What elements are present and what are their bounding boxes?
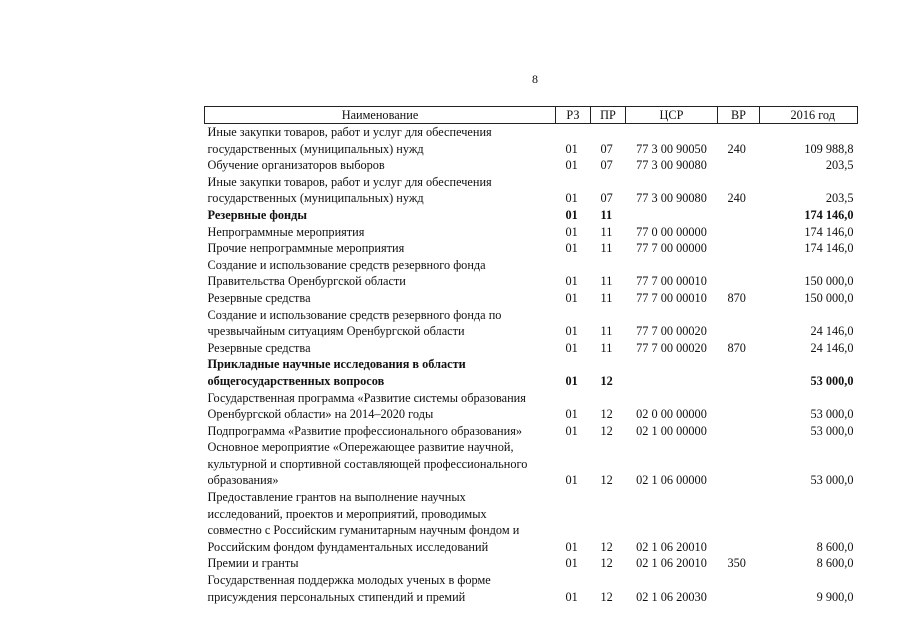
cell-csr: 02 1 06 20010 — [636, 539, 707, 554]
cell-pr: 11 — [600, 207, 613, 222]
name-line: государственных (муниципальных) нужд — [207, 141, 424, 156]
table-row — [205, 356, 858, 389]
name-line: чрезвычайным ситуациям Оренбургской области — [207, 324, 465, 339]
cell-name — [205, 224, 556, 241]
cell-rz: 01 — [565, 324, 578, 339]
table-row — [205, 257, 858, 290]
cell-vr — [718, 207, 760, 224]
cell-vr: 240 — [727, 191, 746, 206]
cell-csr: 77 3 00 90050 — [636, 141, 707, 156]
name-line: Российским фондом фундаментальных исследований — [207, 539, 489, 554]
cell-csr: 77 7 00 00020 — [636, 324, 707, 339]
cell-vr: 870 — [727, 290, 746, 305]
cell-csr: 77 7 00 00010 — [636, 290, 707, 305]
name-line: образования» — [207, 473, 279, 488]
cell-csr: 77 7 00 00000 — [636, 241, 707, 256]
cell-pr: 12 — [600, 556, 613, 571]
name-line: Резервные фонды — [207, 207, 307, 222]
cell-name — [205, 240, 556, 257]
table-row — [205, 124, 858, 158]
cell-sum: 174 146,0 — [804, 241, 854, 256]
cell-rz: 01 — [565, 274, 578, 289]
cell-sum: 150 000,0 — [804, 274, 854, 289]
cell-csr: 77 3 00 90080 — [636, 191, 707, 206]
cell-name — [205, 356, 556, 389]
table-row — [205, 555, 858, 572]
cell-name — [205, 124, 556, 158]
cell-sum: 109 988,8 — [804, 141, 854, 156]
cell-sum: 24 146,0 — [810, 324, 854, 339]
cell-rz: 01 — [565, 224, 578, 239]
cell-sum: 8 600,0 — [816, 539, 854, 554]
name-line: Обучение организаторов выборов — [207, 158, 385, 173]
cell-pr: 11 — [600, 324, 613, 339]
cell-csr: 77 7 00 00020 — [636, 340, 707, 355]
table-row — [205, 572, 858, 605]
header-vr: ВР — [718, 107, 760, 124]
table-row — [205, 489, 858, 555]
name-line: государственных (муниципальных) нужд — [207, 191, 424, 206]
name-line: Премии и гранты — [207, 556, 299, 571]
name-line: общегосударственных вопросов — [207, 373, 385, 388]
name-line: Предоставление грантов на выполнение научных — [207, 490, 466, 505]
cell-vr — [718, 423, 760, 440]
cell-pr: 07 — [600, 141, 613, 156]
cell-sum: 174 146,0 — [804, 207, 854, 222]
cell-pr: 12 — [600, 373, 613, 388]
cell-vr: 350 — [727, 556, 746, 571]
cell-rz: 01 — [565, 207, 578, 222]
cell-vr — [718, 307, 760, 340]
cell-pr: 12 — [600, 423, 613, 438]
cell-name — [205, 257, 556, 290]
cell-name — [205, 489, 556, 555]
cell-pr: 12 — [600, 539, 613, 554]
table-row — [205, 240, 858, 257]
table-row — [205, 157, 858, 174]
cell-rz: 01 — [565, 290, 578, 305]
cell-csr — [626, 207, 718, 224]
cell-rz: 01 — [565, 423, 578, 438]
cell-vr — [718, 257, 760, 290]
cell-csr: 02 1 06 20030 — [636, 589, 707, 604]
cell-vr — [718, 439, 760, 489]
table-row — [205, 290, 858, 307]
cell-pr: 11 — [600, 224, 613, 239]
cell-vr — [718, 157, 760, 174]
name-line: Государственная программа «Развитие системы образования — [207, 390, 526, 405]
name-line: Государственная поддержка молодых ученых в форме — [207, 573, 491, 588]
cell-sum: 8 600,0 — [816, 556, 854, 571]
cell-rz: 01 — [565, 241, 578, 256]
cell-pr: 11 — [600, 340, 613, 355]
cell-vr: 870 — [727, 340, 746, 355]
header-pr: ПР — [591, 107, 626, 124]
cell-sum: 203,5 — [825, 158, 854, 173]
cell-name — [205, 174, 556, 207]
table-header — [205, 107, 858, 124]
cell-rz: 01 — [565, 473, 578, 488]
cell-csr: 77 7 00 00010 — [636, 274, 707, 289]
cell-rz: 01 — [565, 407, 578, 422]
header-name: Наименование — [205, 107, 556, 124]
cell-vr — [718, 224, 760, 241]
name-line: Создание и использование средств резервного фонда по — [207, 307, 502, 322]
cell-pr: 12 — [600, 407, 613, 422]
cell-sum: 9 900,0 — [816, 589, 854, 604]
name-line: Иные закупки товаров, работ и услуг для обеспечения — [207, 125, 492, 139]
cell-sum: 53 000,0 — [810, 423, 854, 438]
name-line: Прочие непрограммные мероприятия — [207, 241, 405, 256]
name-line: культурной и спортивной составляющей профессионального — [207, 456, 528, 471]
cell-name — [205, 157, 556, 174]
table-row — [205, 207, 858, 224]
cell-rz: 01 — [565, 158, 578, 173]
cell-sum: 24 146,0 — [810, 340, 854, 355]
cell-csr: 02 1 06 00000 — [636, 473, 707, 488]
cell-vr — [718, 489, 760, 555]
cell-csr: 77 0 00 00000 — [636, 224, 707, 239]
cell-pr: 12 — [600, 589, 613, 604]
name-line: Резервные средства — [207, 290, 311, 305]
name-line: Подпрограмма «Развитие профессионального образования» — [207, 423, 522, 438]
name-line: Непрограммные мероприятия — [207, 224, 365, 239]
name-line: исследований, проектов и мероприятий, проводимых — [207, 506, 487, 521]
name-line: Оренбургской области» на 2014–2020 годы — [207, 407, 434, 422]
cell-name — [205, 423, 556, 440]
cell-name — [205, 290, 556, 307]
cell-name — [205, 555, 556, 572]
cell-sum: 174 146,0 — [804, 224, 854, 239]
cell-rz: 01 — [565, 556, 578, 571]
cell-pr: 07 — [600, 191, 613, 206]
table-row — [205, 390, 858, 423]
cell-rz: 01 — [565, 589, 578, 604]
cell-csr — [626, 356, 718, 389]
cell-vr — [718, 390, 760, 423]
table-row — [205, 174, 858, 207]
cell-pr: 07 — [600, 158, 613, 173]
cell-pr: 11 — [600, 274, 613, 289]
cell-pr: 11 — [600, 290, 613, 305]
table-row — [205, 307, 858, 340]
cell-name — [205, 207, 556, 224]
budget-table — [204, 106, 858, 605]
name-line: совместно с Российским гуманитарным научным фондом и — [207, 523, 520, 538]
cell-pr: 11 — [600, 241, 613, 256]
cell-rz: 01 — [565, 373, 578, 388]
table-row — [205, 340, 858, 357]
cell-pr: 12 — [600, 473, 613, 488]
cell-rz: 01 — [565, 340, 578, 355]
cell-sum: 53 000,0 — [810, 473, 854, 488]
table-row — [205, 439, 858, 489]
name-line: присуждения персональных стипендий и премий — [207, 589, 466, 604]
cell-vr: 240 — [727, 141, 746, 156]
cell-csr: 02 1 06 20010 — [636, 556, 707, 571]
table-body — [205, 124, 858, 606]
table-row — [205, 224, 858, 241]
header-rz: РЗ — [556, 107, 591, 124]
cell-vr — [718, 572, 760, 605]
cell-name — [205, 390, 556, 423]
cell-sum: 150 000,0 — [804, 290, 854, 305]
header-sum: 2016 год — [760, 107, 858, 124]
name-line: Прикладные научные исследования в области — [207, 357, 466, 372]
cell-sum: 203,5 — [825, 191, 854, 206]
cell-csr: 02 1 00 00000 — [636, 423, 707, 438]
cell-sum: 53 000,0 — [810, 373, 854, 388]
name-line: Иные закупки товаров, работ и услуг для обеспечения — [207, 174, 492, 189]
name-line: Резервные средства — [207, 340, 311, 355]
name-line: Создание и использование средств резервного фонда — [207, 257, 486, 272]
cell-csr: 02 0 00 00000 — [636, 407, 707, 422]
cell-sum: 53 000,0 — [810, 407, 854, 422]
header-csr: ЦСР — [626, 107, 718, 124]
cell-vr — [718, 240, 760, 257]
cell-name — [205, 572, 556, 605]
table-row — [205, 423, 858, 440]
page-number: 8 — [532, 72, 538, 86]
cell-name — [205, 340, 556, 357]
cell-name — [205, 307, 556, 340]
cell-name — [205, 439, 556, 489]
cell-csr: 77 3 00 90080 — [636, 158, 707, 173]
name-line: Правительства Оренбургской области — [207, 274, 406, 289]
cell-rz: 01 — [565, 539, 578, 554]
cell-rz: 01 — [565, 141, 578, 156]
cell-rz: 01 — [565, 191, 578, 206]
cell-vr — [718, 356, 760, 389]
name-line: Основное мероприятие «Опережающее развитие научной, — [207, 440, 514, 455]
